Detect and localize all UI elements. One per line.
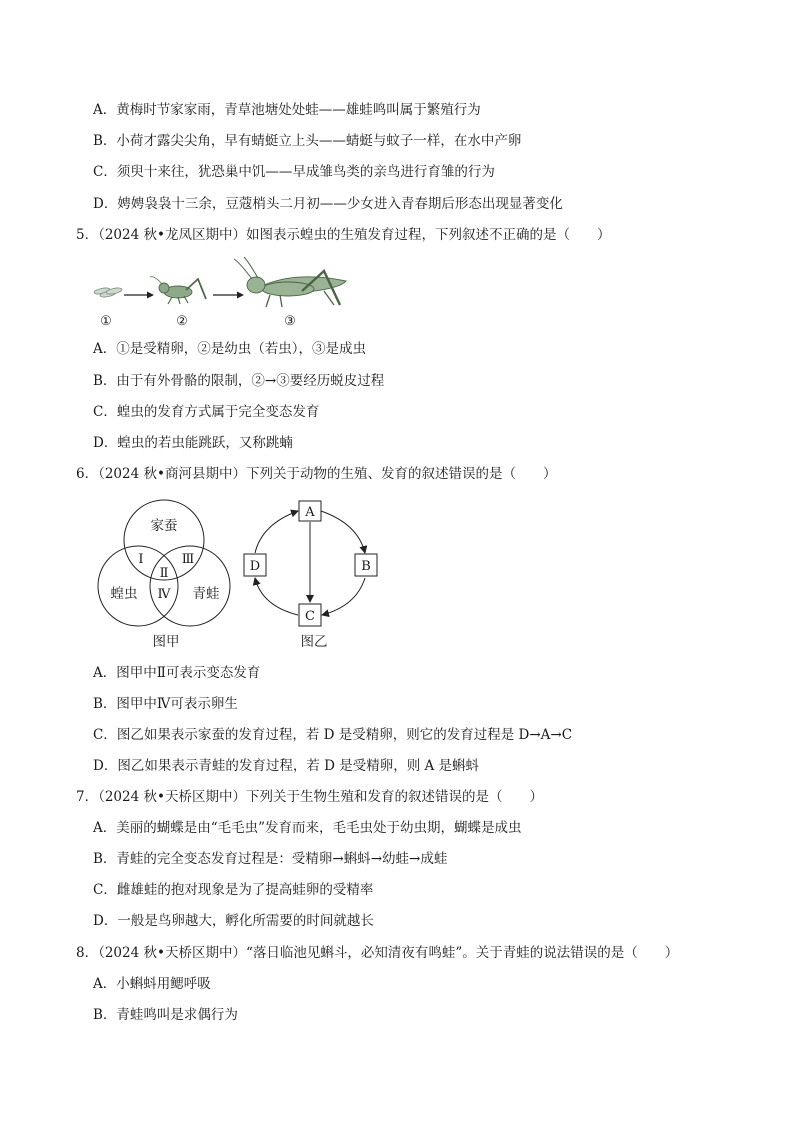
cycle-label-a: A	[305, 505, 315, 520]
q5-label-3: ③	[284, 314, 296, 329]
q4-option-a: A．黄梅时节家家雨，青草池塘处处蛙——雄蛙鸣叫属于繁殖行为	[93, 102, 481, 118]
cycle-arrow-a-b	[321, 511, 365, 553]
q7-option-d: D．一般是鸟卵越大，孵化所需要的时间就越长	[93, 913, 374, 929]
cycle-label-c: C	[305, 609, 315, 624]
q7-option-b: B．青蛙的完全变态发育过程是：受精卵→蝌蚪→幼蛙→成蛙	[93, 851, 448, 867]
q7-option-c: C．雌雄蛙的抱对现象是为了提高蛙卵的受精率	[93, 882, 374, 898]
cycle-arrow-c-d	[255, 578, 298, 615]
q6-venn-diagram	[94, 498, 234, 653]
q6-stem: 6．（2024 秋•商河县期中）下列关于动物的生殖、发育的叙述错误的是（ ）	[76, 466, 557, 482]
venn-label-silkworm: 家蚕	[150, 518, 178, 534]
q7-option-a: A．美丽的蝴蝶是由“毛毛虫”发育而来，毛毛虫处于幼虫期，蝴蝶是成虫	[93, 820, 522, 836]
q6-option-b: B．图甲中Ⅳ可表示卵生	[93, 696, 238, 712]
q5-stem: 5．（2024 秋•龙凤区期中）如图表示蝗虫的生殖发育过程，下列叙述不正确的是（ ）	[76, 227, 611, 243]
q5-option-b: B．由于有外骨骼的限制，②→③要经历蜕皮过程	[93, 373, 385, 389]
q6-option-a: A．图甲中Ⅱ可表示变态发育	[93, 665, 261, 681]
q4-option-d: D．娉娉袅袅十三余，豆蔻梢头二月初——少女进入青春期后形态出现显著变化	[93, 196, 563, 212]
q6-option-c: C．图乙如果表示家蚕的发育过程，若 D 是受精卵，则它的发育过程是 D→A→C	[93, 727, 573, 743]
cycle-arrow-d-a	[255, 511, 298, 553]
q6-option-d: D．图乙如果表示青蛙的发育过程，若 D 是受精卵，则 A 是蝌蚪	[93, 758, 480, 774]
q8-stem: 8．（2024 秋•天桥区期中）“落日临池见蝌斗，必知清夜有鸣蛙”。关于青蛙的说法错误的是（ ）	[76, 945, 679, 961]
q5-option-d: D．蝗虫的若虫能跳跃，又称跳蝻	[93, 435, 293, 451]
locust-adult-image	[234, 257, 346, 307]
q5-label-1: ①	[100, 314, 112, 329]
venn-region-2: Ⅱ	[159, 566, 169, 581]
q5-option-c: C．蝗虫的发育方式属于完全变态发育	[93, 404, 320, 420]
q8-option-b: B．青蛙鸣叫是求偶行为	[93, 1007, 238, 1023]
venn-region-4: Ⅳ	[157, 587, 171, 602]
cycle-caption: 图乙	[300, 634, 328, 650]
q5-label-2: ②	[176, 314, 188, 329]
q5-locust-figure	[88, 255, 358, 330]
cycle-arrow-b-c	[322, 578, 365, 615]
q4-option-c: C．须臾十来往，犹恐巢中饥——早成雏鸟类的亲鸟进行育雏的行为	[93, 164, 495, 180]
cycle-label-b: B	[361, 559, 371, 574]
q8-option-a: A．小蝌蚪用鳃呼吸	[93, 976, 211, 992]
q4-option-b: B．小荷才露尖尖角，早有蜻蜓立上头——蜻蜓与蚊子一样，在水中产卵	[93, 133, 522, 149]
venn-region-1: Ⅰ	[138, 552, 144, 567]
venn-label-locust: 蝗虫	[110, 586, 138, 602]
locust-nymph-image	[150, 277, 206, 304]
venn-caption: 图甲	[152, 634, 180, 650]
cycle-label-d: D	[249, 559, 261, 574]
locust-eggs-image	[94, 287, 123, 298]
venn-label-frog: 青蛙	[192, 586, 220, 602]
venn-region-3: Ⅲ	[181, 552, 195, 567]
q5-option-a: A．①是受精卵，②是幼虫（若虫），③是成虫	[93, 341, 366, 357]
q7-stem: 7．（2024 秋•天桥区期中）下列关于生物生殖和发育的叙述错误的是（ ）	[76, 789, 543, 805]
q6-cycle-diagram	[238, 498, 388, 653]
